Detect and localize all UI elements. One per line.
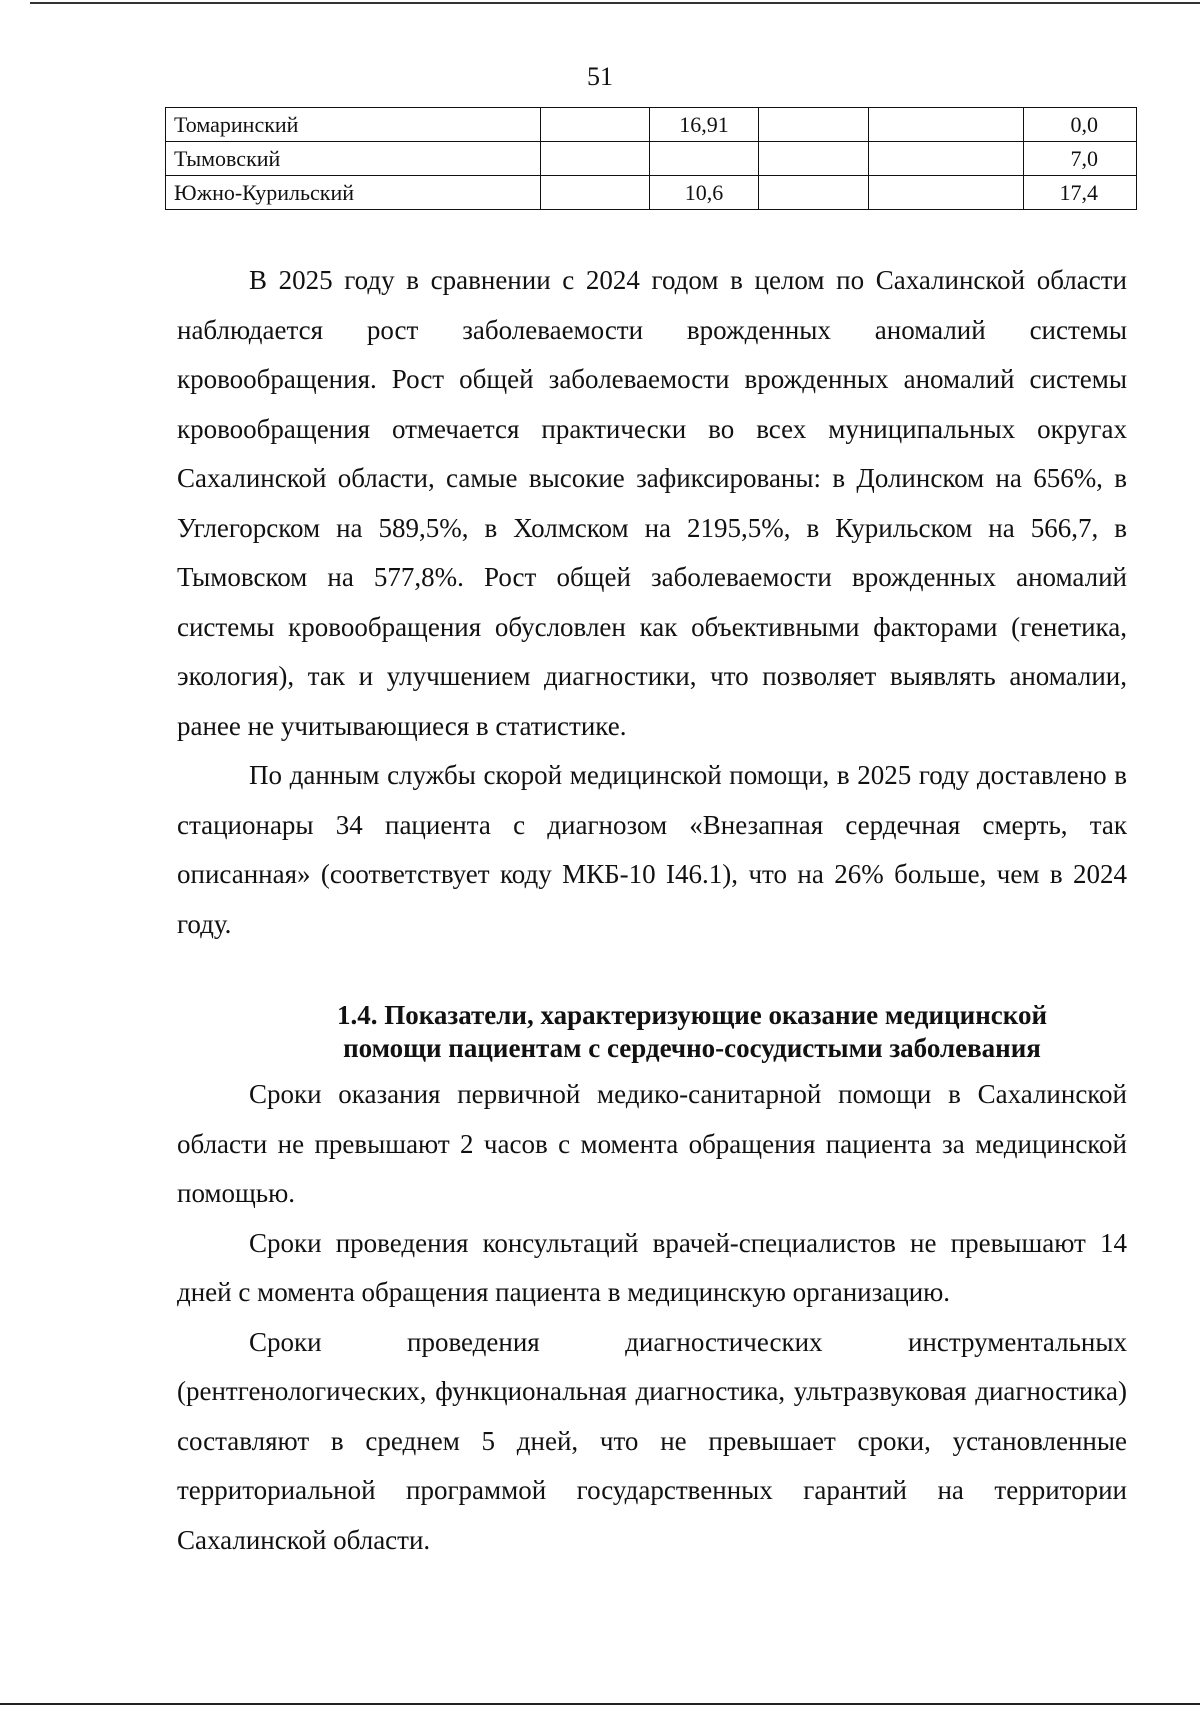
table-cell	[869, 176, 1024, 210]
table-cell-district: Томаринский	[166, 108, 541, 142]
table-cell: 16,91	[650, 108, 759, 142]
table-cell	[759, 142, 869, 176]
paragraph-consultation-terms: Сроки проведения консультаций врачей-специалистов не превышают 14 дней с момента обращения пациента в медицинскую организацию.	[177, 1227, 1127, 1307]
table-row	[166, 176, 1137, 210]
table-cell	[650, 142, 759, 176]
table-cell	[541, 142, 650, 176]
incidence-table	[165, 107, 1137, 210]
section-heading-line-2: помощи пациентам с сердечно-сосудистыми заболевания	[343, 1033, 1041, 1063]
page-number: 51	[587, 62, 613, 91]
scan-border-bottom	[0, 1703, 1200, 1705]
body-text-lower	[177, 1070, 1127, 1565]
table-cell	[759, 176, 869, 210]
table-cell-district: Южно-Курильский	[166, 176, 541, 210]
table-row	[166, 142, 1137, 176]
table-cell: 10,6	[650, 176, 759, 210]
paragraph-sudden-cardiac-death: По данным службы скорой медицинской помощи, в 2025 году доставлено в стационары 34 пациента с диагнозом «Внезапная сердечная смерть, так описанная» (соответствует коду МКБ-10 I46.1), что на 26% больше, чем в 2024 году.	[177, 760, 1127, 939]
body-text-upper	[177, 256, 1127, 949]
table-cell-district: Тымовский	[166, 142, 541, 176]
table-cell	[869, 142, 1024, 176]
paragraph-diagnostics-terms: Сроки проведения диагностических инструментальных (рентгенологических, функциональная диагностика, ультразвуковая диагностика) составляют в среднем 5 дней, что не превышает сроки, установленные территориальной программой государственных гарантий на территории Сахалинской области.	[177, 1326, 1127, 1555]
table-cell: 0,0	[1024, 108, 1137, 142]
table-cell: 17,4	[1024, 176, 1137, 210]
section-heading	[177, 999, 1127, 1065]
section-heading-line-1: 1.4. Показатели, характеризующие оказание медицинской	[336, 1000, 1048, 1030]
table-cell: 7,0	[1024, 142, 1137, 176]
table-cell	[541, 176, 650, 210]
table-cell	[759, 108, 869, 142]
table-cell	[541, 108, 650, 142]
paragraph-circulatory-anomalies: В 2025 году в сравнении с 2024 годом в целом по Сахалинской области наблюдается рост заболеваемости врожденных аномалий системы кровообращения. Рост общей заболеваемости врожденных аномалий системы кровообращения отмечается практически во всех муниципальных округах Сахалинской области, самые высокие зафиксированы: в Долинском на 656%, в Углегорском на 589,5%, в Холмском на 2195,5%, в Курильском на 566,7, в Тымовском на 577,8%. Рост общей заболеваемости врожденных аномалий системы кровообращения обусловлен как объективными факторами (генетика, экология), так и улучшением диагностики, что позволяет выявлять аномалии, ранее не учитывающиеся в статистике.	[177, 265, 1127, 741]
scan-border-top	[30, 2, 1200, 4]
table-row	[166, 108, 1137, 142]
paragraph-primary-care-terms: Сроки оказания первичной медико-санитарной помощи в Сахалинской области не превышают 2 часов с момента обращения пациента за медицинской помощью.	[177, 1079, 1127, 1208]
table-cell	[869, 108, 1024, 142]
